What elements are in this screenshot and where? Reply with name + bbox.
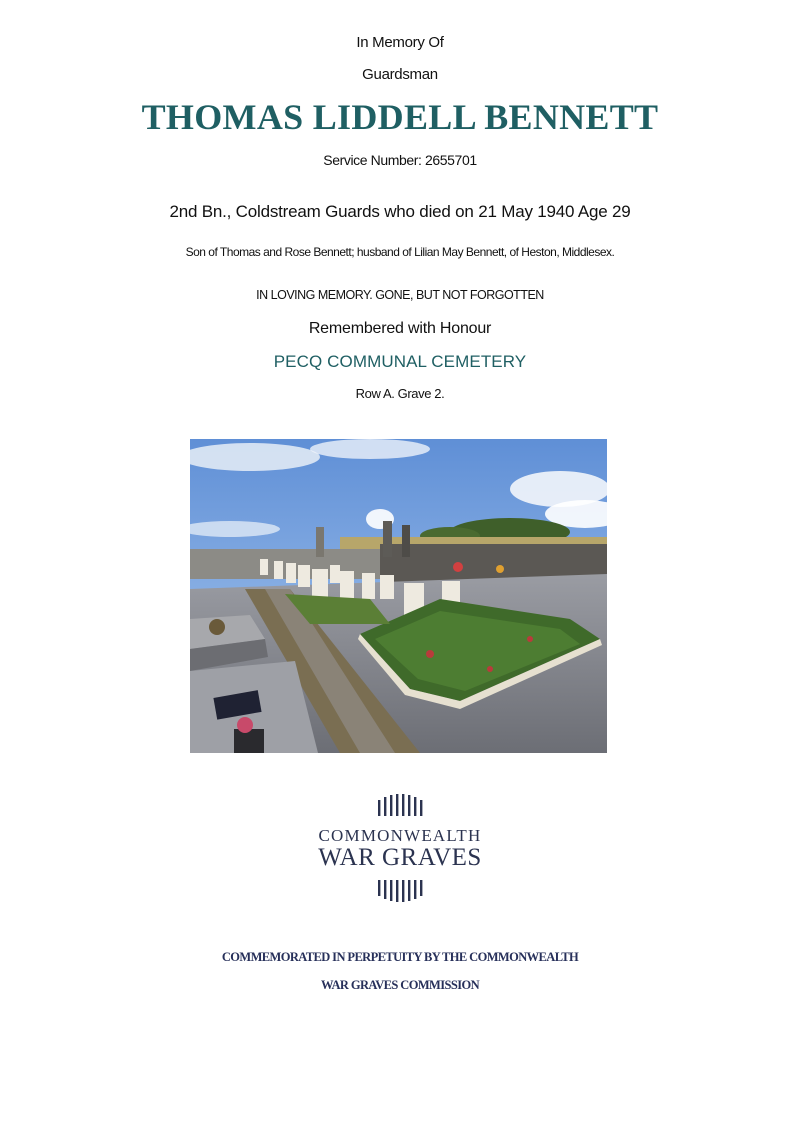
logo-bars-bottom-icon [290,880,510,902]
in-memory-of-heading: In Memory Of [356,34,444,51]
cemetery-name: PECQ COMMUNAL CEMETERY [273,352,527,371]
personal-inscription: IN LOVING MEMORY. GONE, BUT NOT FORGOTTEN [256,288,544,302]
cemetery-photo [190,439,607,753]
grave-reference: Row A. Grave 2. [355,386,445,401]
footer-line-1: COMMEMORATED IN PERPETUITY BY THE COMMONWEALTH [221,950,579,964]
casualty-name: THOMAS LIDDELL BENNETT [141,97,659,137]
logo-war-graves: WAR GRAVES [318,844,482,871]
unit-and-death-line: 2nd Bn., Coldstream Guards who died on 21 May 1940 Age 29 [169,202,631,221]
family-details: Son of Thomas and Rose Bennett; husband of Lilian May Bennett, of Heston, Middlesex. [185,245,615,259]
cwgc-logo [290,790,510,910]
logo-bars-top-icon [290,794,510,816]
logo-commonwealth: COMMONWEALTH [318,826,482,845]
footer-line-2: WAR GRAVES COMMISSION [320,978,480,992]
remembered-with-honour: Remembered with Honour [308,320,492,337]
service-number: Service Number: 2655701 [323,152,477,168]
rank: Guardsman [362,66,438,83]
